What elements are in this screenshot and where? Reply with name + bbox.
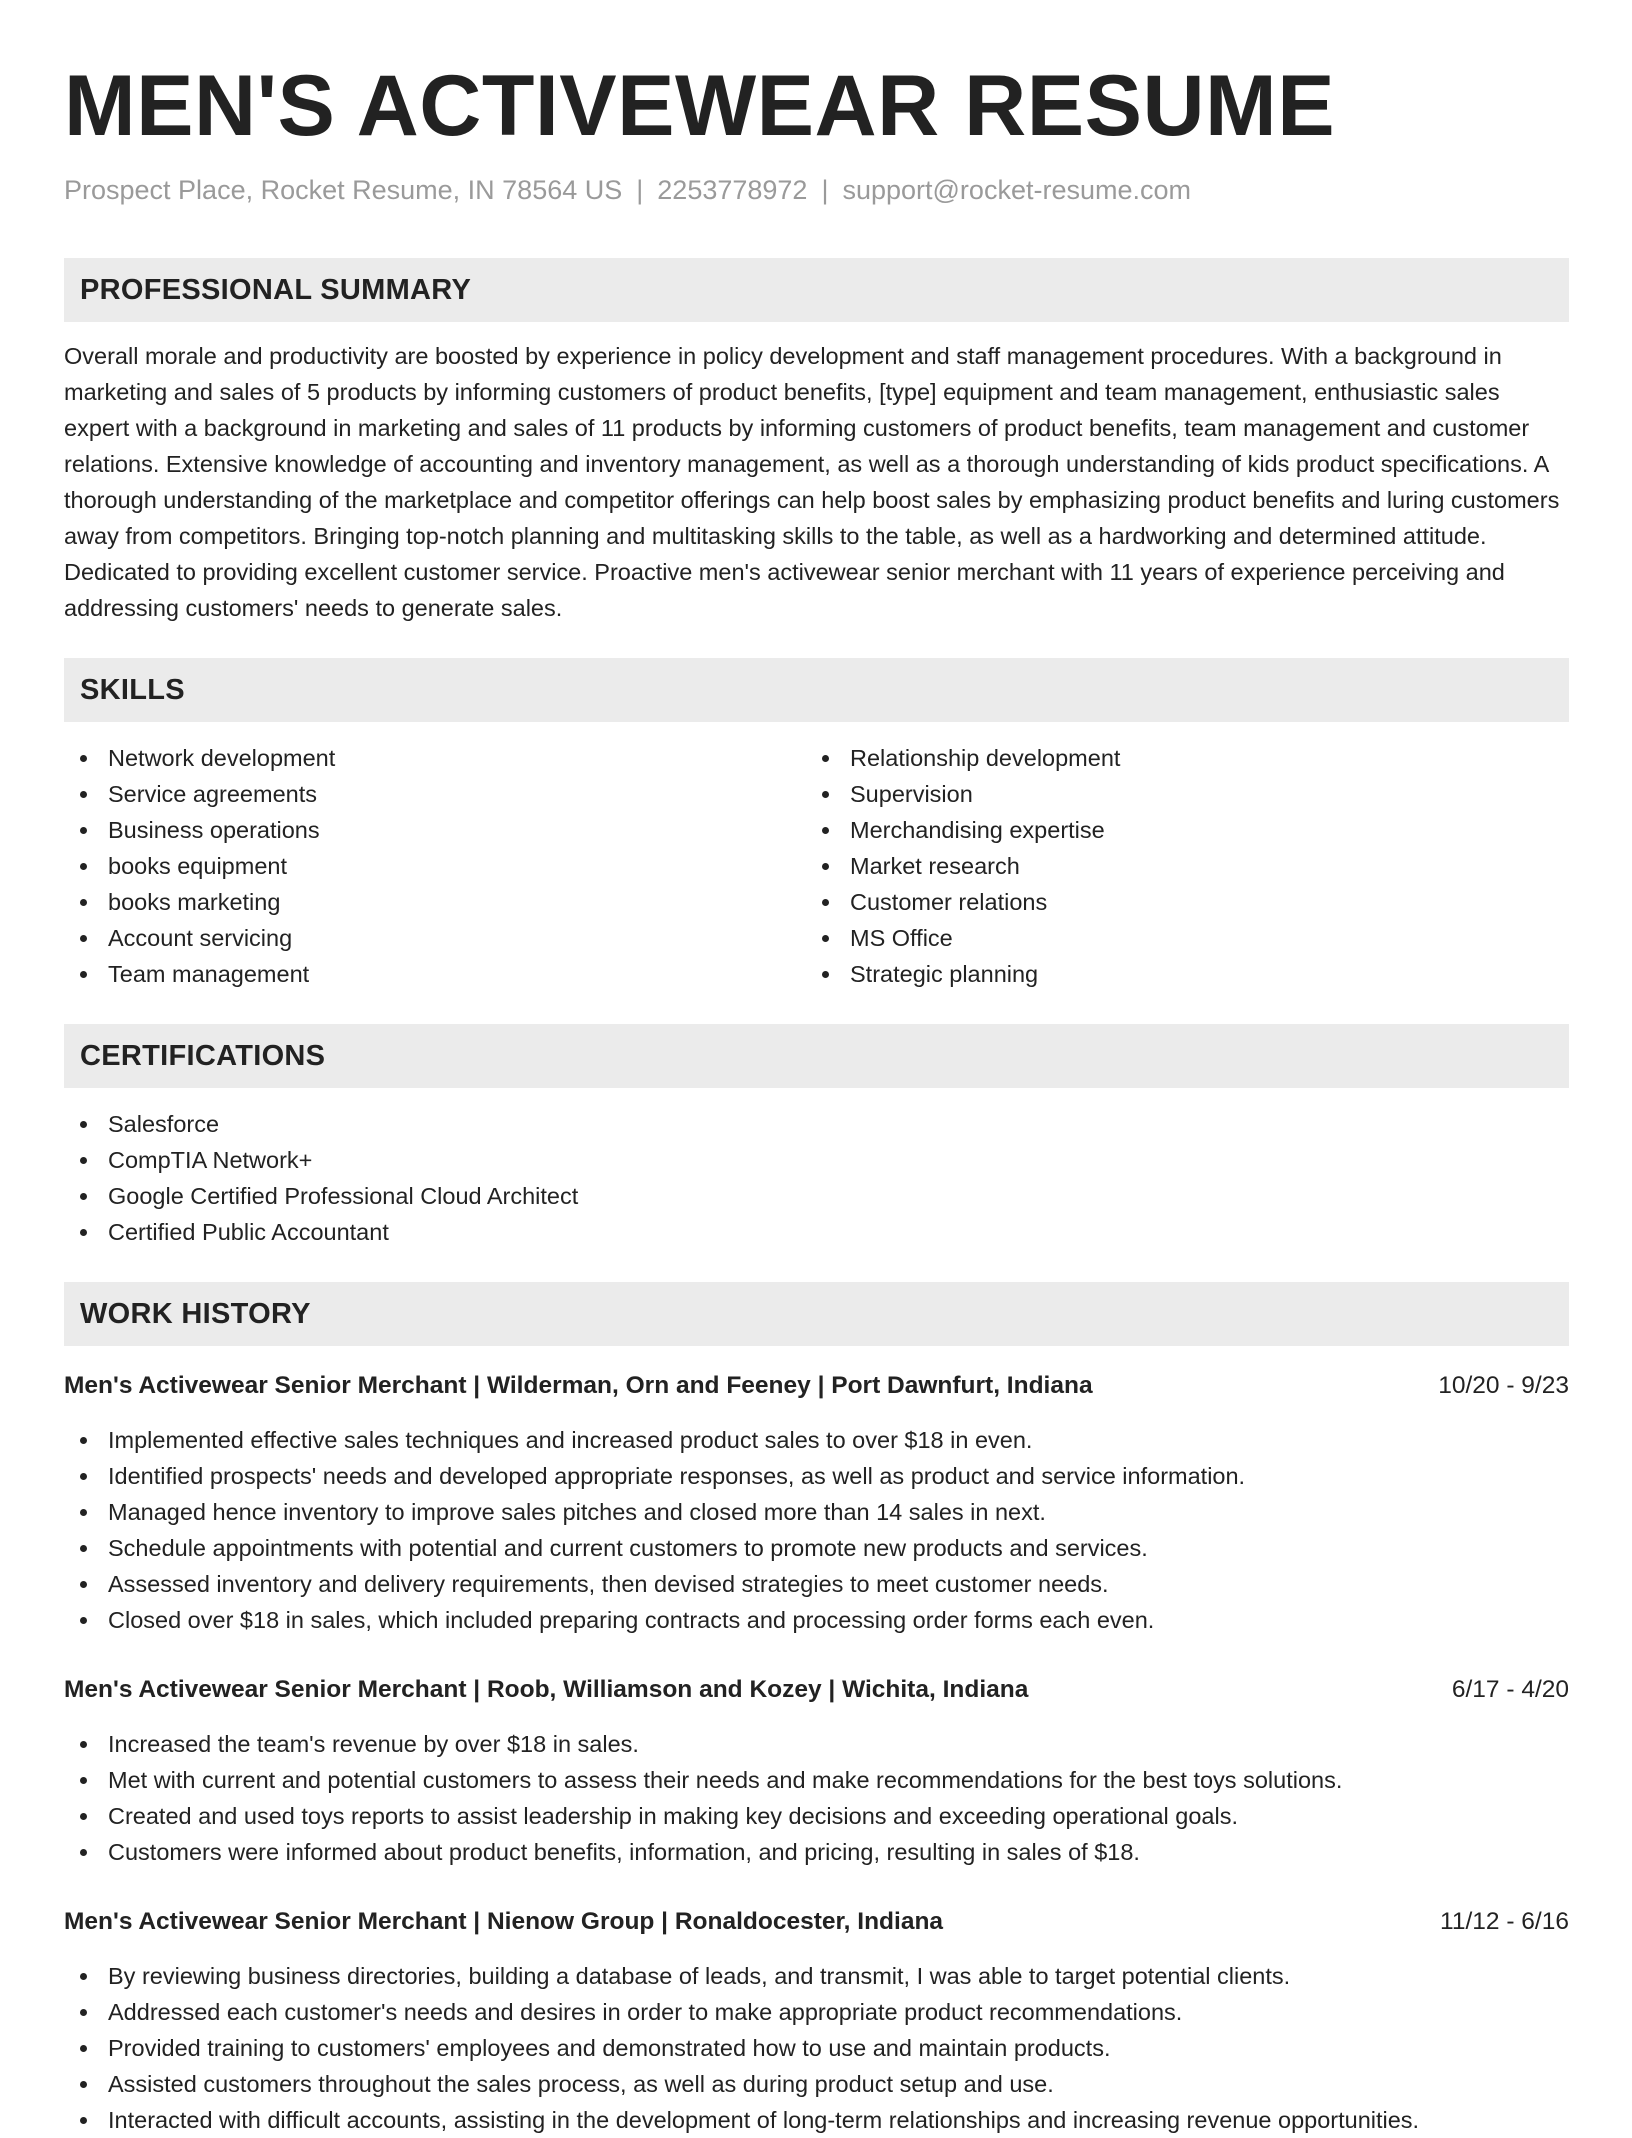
skill-item: Customer relations xyxy=(806,884,1548,920)
job-bullet: Closed over $18 in sales, which included preparing contracts and processing order forms each even. xyxy=(64,1602,1569,1638)
skill-item: Business operations xyxy=(64,812,806,848)
job-bullet: Met with current and potential customers to assess their needs and make recommendations for the best toys solutions. xyxy=(64,1762,1569,1798)
job-entry xyxy=(64,1672,1569,1870)
job-bullet: Provided training to customers' employees and demonstrated how to use and maintain products. xyxy=(64,2030,1569,2066)
job-bullet: Addressed each customer's needs and desires in order to make appropriate product recommendations. xyxy=(64,1994,1569,2030)
skills-list-left xyxy=(64,740,806,992)
job-bullet: By reviewing business directories, building a database of leads, and transmit, I was able to target potential clients. xyxy=(64,1958,1569,1994)
job-entry xyxy=(64,1368,1569,1638)
skills-heading: SKILLS xyxy=(64,658,1569,722)
work-history-heading: WORK HISTORY xyxy=(64,1282,1569,1346)
skill-item: Team management xyxy=(64,956,806,992)
job-bullet: Identified prospects' needs and developed appropriate responses, as well as product and service information. xyxy=(64,1458,1569,1494)
resume-page xyxy=(64,56,1569,2138)
job-bullet: Created and used toys reports to assist leadership in making key decisions and exceeding operational goals. xyxy=(64,1798,1569,1834)
resume-title: MEN'S ACTIVEWEAR RESUME xyxy=(64,58,1336,154)
contact-email: support@rocket-resume.com xyxy=(842,175,1191,205)
certification-item: CompTIA Network+ xyxy=(64,1142,1569,1178)
skill-item: books marketing xyxy=(64,884,806,920)
skill-item: Strategic planning xyxy=(806,956,1548,992)
skill-item: Supervision xyxy=(806,776,1548,812)
job-dates: 6/17 - 4/20 xyxy=(1451,1676,1569,1703)
job-dates: 10/20 - 9/23 xyxy=(1438,1372,1569,1399)
job-entry xyxy=(64,1904,1569,2138)
skills-columns xyxy=(64,740,1569,992)
skills-list-right xyxy=(806,740,1548,992)
contact-separator: | xyxy=(636,175,644,205)
job-title: Men's Activewear Senior Merchant | Nienow Group | Ronaldocester, Indiana xyxy=(64,1908,944,1935)
contact-address: Prospect Place, Rocket Resume, IN 78564 US xyxy=(64,175,623,205)
job-bullet: Assisted customers throughout the sales process, as well as during product setup and use. xyxy=(64,2066,1569,2102)
skill-item: MS Office xyxy=(806,920,1548,956)
job-bullet: Assessed inventory and delivery requirements, then devised strategies to meet customer needs. xyxy=(64,1566,1569,1602)
job-title: Men's Activewear Senior Merchant | Wilderman, Orn and Feeney | Port Dawnfurt, Indiana xyxy=(64,1372,1093,1399)
certification-item: Google Certified Professional Cloud Architect xyxy=(64,1178,1569,1214)
job-bullets xyxy=(64,1422,1569,1638)
job-bullet: Customers were informed about product benefits, information, and pricing, resulting in sales of $18. xyxy=(64,1834,1569,1870)
skill-item: books equipment xyxy=(64,848,806,884)
job-dates: 11/12 - 6/16 xyxy=(1440,1908,1569,1935)
certification-item: Certified Public Accountant xyxy=(64,1214,1569,1250)
contact-line xyxy=(64,172,1569,208)
summary-heading: PROFESSIONAL SUMMARY xyxy=(64,258,1569,322)
job-title: Men's Activewear Senior Merchant | Roob, Williamson and Kozey | Wichita, Indiana xyxy=(64,1676,1029,1703)
skill-item: Network development xyxy=(64,740,806,776)
skill-item: Relationship development xyxy=(806,740,1548,776)
skill-item: Market research xyxy=(806,848,1548,884)
job-bullets xyxy=(64,1958,1569,2138)
skill-item: Account servicing xyxy=(64,920,806,956)
job-header xyxy=(64,1672,1569,1708)
job-bullet: Schedule appointments with potential and current customers to promote new products and services. xyxy=(64,1530,1569,1566)
certification-item: Salesforce xyxy=(64,1106,1569,1142)
job-bullet: Implemented effective sales techniques and increased product sales to over $18 in even. xyxy=(64,1422,1569,1458)
certifications-list xyxy=(64,1106,1569,1250)
skill-item: Service agreements xyxy=(64,776,806,812)
contact-separator: | xyxy=(821,175,829,205)
job-bullet: Increased the team's revenue by over $18 in sales. xyxy=(64,1726,1569,1762)
job-header xyxy=(64,1904,1569,1940)
job-header xyxy=(64,1368,1569,1404)
job-bullet: Managed hence inventory to improve sales pitches and closed more than 14 sales in next. xyxy=(64,1494,1569,1530)
job-bullet: Interacted with difficult accounts, assisting in the development of long-term relationships and increasing revenue opportunities. xyxy=(64,2102,1569,2138)
contact-phone: 2253778972 xyxy=(657,175,808,205)
job-bullets xyxy=(64,1726,1569,1870)
skill-item: Merchandising expertise xyxy=(806,812,1548,848)
certifications-heading: CERTIFICATIONS xyxy=(64,1024,1569,1088)
summary-text: Overall morale and productivity are boosted by experience in policy development and staff management procedures. With a background in marketing and sales of 5 products by informing customers of product benefits, [type] equipment and team management, enthusiastic sales expert with a background in marketing and sales of 11 products by informing customers of product benefits, team management and customer relations. Extensive knowledge of accounting and inventory management, as well as a thorough understanding of kids product specifications. A thorough understanding of the marketplace and competitor offerings can help boost sales by emphasizing product benefits and luring customers away from competitors. Bringing top-notch planning and multitasking skills to the table, as well as a hardworking and determined attitude. Dedicated to providing excellent customer service. Proactive men's activewear senior merchant with 11 years of experience perceiving and addressing customers' needs to generate sales. xyxy=(64,343,1560,621)
